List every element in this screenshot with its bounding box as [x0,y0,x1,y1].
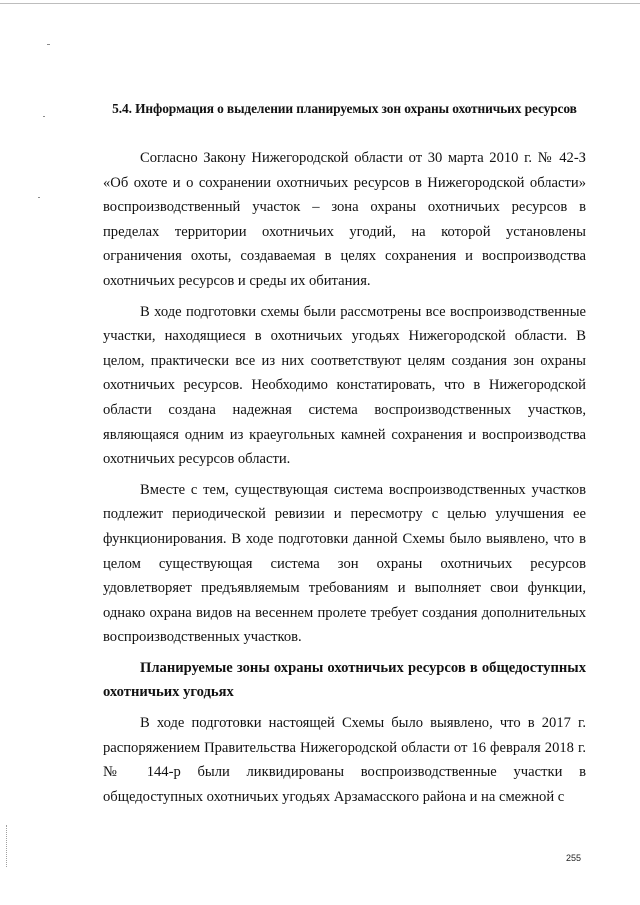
page-number: 255 [566,853,582,863]
section-paragraph-1: Согласно Закону Нижегородской области от 30 марта 2010 г. № 42-З «Об охоте и о сохранении охотничьих ресурсов в Нижегородской области» воспроизводственный участок – зона охраны охотничьих ресурсов в пределах территории охотничьих угодий, на которой установлены ограничения охоты, создаваемая в целях сохранения и воспроизводства охотничьих ресурсов и среды их обитания. [103,150,586,289]
section-paragraph-3: Вместе с тем, существующая система воспроизводственных участков подлежит периодической ревизии и пересмотру с целью улучшения ее функционирования. В ходе подготовки данной Схемы было выявлено, что в целом существующая система зон охраны охотничьих ресурсов удовлетворяет предъявляемым требованиям и выполняет свои функции, однако охрана видов на весеннем пролете требует создания дополнительных воспроизводственных участков. [103,481,586,646]
top-scan-rule [0,3,640,4]
binding-edge-marks [6,825,8,867]
section-heading: 5.4. Информация о выделении планируемых зон охраны охотничьих ресурсов [112,101,577,116]
scan-speck [43,116,45,117]
scan-speck [47,44,50,45]
subsection-paragraph-1: В ходе подготовки настоящей Схемы было выявлено, что в 2017 г. распоряжением Правительства Нижегородской области от 16 февраля 2018 г. № 144-р были ликвидированы воспроизводственные участки в общедоступных охотничьих угодьях Арзамасского района и на смежной с [103,715,586,805]
page-content [103,101,586,809]
section-paragraph-2: В ходе подготовки схемы были рассмотрены все воспроизводственные участки, находящиеся в охотничьих угодьях Нижегородской области. В целом, практически все из них соответствуют целям создания зон охраны охотничьих ресурсов. Необходимо констатировать, что в Нижегородской области создана надежная система воспроизводственных участков, являющаяся одним из краеугольных камней сохранения и воспроизводства охотничьих ресурсов области. [103,303,586,468]
scan-speck [38,197,40,198]
subsection-heading: Планируемые зоны охраны охотничьих ресурсов в общедоступных охотничьих угодьях [103,659,586,701]
